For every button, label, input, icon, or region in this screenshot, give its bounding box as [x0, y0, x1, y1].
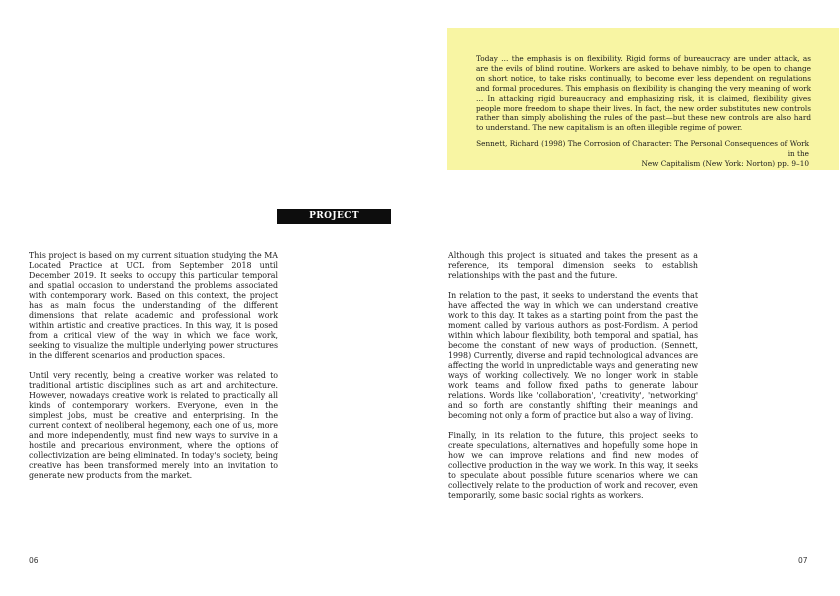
epigraph-citation [476, 139, 811, 169]
left-paragraph: Until very recently, being a creative worker was related to traditional artistic disciplines such as art and architecture. However, nowadays creative work is related to practically all kinds of contemporary workers. Everyone, even in the simplest jobs, must be creative and enterprising. In the current context of neoliberal hegemony, each one of us, more and more independently, must find new ways to survive in a hostile and precarious environment, where the options of collectivization are being eliminated. In today's society, being creative has been transformed merely into an invitation to generate new products from the market. [29, 371, 278, 480]
epigraph-quote-text: Today … the emphasis is on flexibility. Rigid forms of bureaucracy are under attack, as are the evils of blind routine. Workers are asked to behave nimbly, to be open to change on short notice, to take risks continually, to become ever less dependent on regulations and formal procedures. This emphasis on flexibility is changing the very meaning of work … In attacking rigid bureaucracy and emphasizing risk, it is claimed, flexibility gives people more freedom to shape their lives. In fact, the new order substitutes new controls rather than simply abolishing the rules of the past—but these new controls are also hard to understand. The new capitalism is an often illegible regime of power. [476, 54, 811, 133]
citation-line-2: New Capitalism (New York: Norton) pp. 9–10 [641, 159, 809, 169]
right-paragraph: Although this project is situated and takes the present as a reference, its temporal dimension seeks to establish relationships with the past and the future. [448, 251, 698, 280]
right-paragraph: Finally, in its relation to the future, this project seeks to create speculations, alternatives and hopefully some hope in how we can improve relations and find new modes of collective production in the way we work. In this way, it seeks to speculate about possible future scenarios where we can collectively relate to the production of work and recover, even temporarily, some basic social rights as workers. [448, 431, 698, 500]
epigraph-quote-box [447, 28, 839, 170]
right-text-column [448, 251, 698, 511]
left-text-column [29, 251, 278, 491]
page-number-left: 06 [29, 556, 39, 565]
right-paragraph: In relation to the past, it seeks to understand the events that have affected the way in which we can understand creative work to this day. It takes as a starting point from the past the moment called by various authors as post-Fordism. A period within which labour flexibility, both temporal and spatial, has become the constant of new ways of production. (Sennett, 1998) Currently, diverse and rapid technological advances are affecting the world in unpredictable ways and generating new ways of working collectively. We no longer work in stable work teams and follow fixed paths to generate labour relations. Words like 'collaboration', 'creativity', 'networking' and so forth are constantly shifting their meanings and becoming not only a form of practice but also a way of living. [448, 291, 698, 420]
section-label-project: PROJECT [277, 209, 391, 224]
left-paragraph: This project is based on my current situation studying the MA Located Practice at UCL from September 2018 until December 2019. It seeks to occupy this particular temporal and spatial occasion to understand the problems associated with contemporary work. Based on this context, the project has as main focus the understanding of the different dimensions that relate academic and professional work within artistic and creative practices. In this way, it is posed from a critical view of the way in which we face work, seeking to visualize the multiple underlying power structures in the different scenarios and production spaces. [29, 251, 278, 360]
page-number-right: 07 [798, 556, 808, 565]
citation-line-1: Sennett, Richard (1998) The Corrosion of Character: The Personal Consequences of Work in the [476, 139, 809, 159]
